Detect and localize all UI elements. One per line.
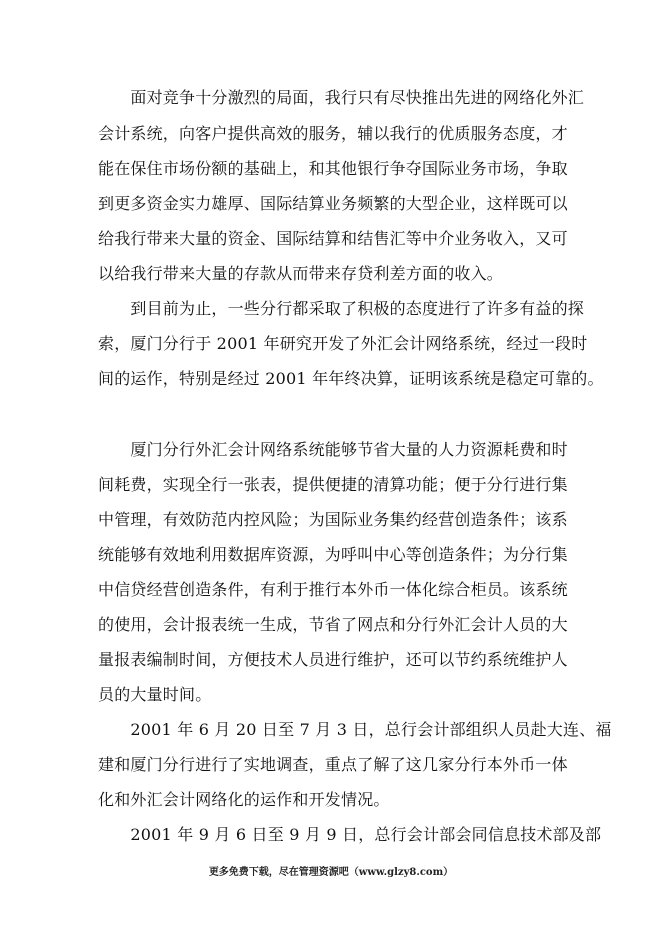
paragraph-2-line-3: 间的运作，特别是经过 2001 年年终决算，证明该系统是稳定可靠的。 bbox=[98, 369, 604, 388]
paragraph-2-line-1: 到目前为止，一些分行都采取了积极的态度进行了许多有益的探 bbox=[98, 299, 585, 318]
paragraph-1-line-1: 面对竞争十分激烈的局面，我行只有尽快推出先进的网络化外汇 bbox=[98, 88, 585, 107]
paragraph-3-line-3: 中管理，有效防范内控风险；为国际业务集约经营创造条件；该系 bbox=[98, 510, 568, 529]
paragraph-1-line-2: 会计系统，向客户提供高效的服务，辅以我行的优质服务态度，才 bbox=[98, 124, 568, 143]
paragraph-3-line-1: 厦门分行外汇会计网络系统能够节省大量的人力资源耗费和时 bbox=[98, 440, 568, 459]
page-footer: 更多免费下载，尽在管理资源吧（www.glzy8.com） bbox=[208, 867, 454, 878]
paragraph-3-line-2: 间耗费，实现全行一张表，提供便捷的清算功能；便于分行进行集 bbox=[98, 475, 568, 494]
paragraph-1-line-5: 给我行带来大量的资金、国际结算和结售汇等中介业务收入，又可 bbox=[98, 229, 568, 248]
paragraph-3-line-8: 员的大量时间。 bbox=[98, 685, 212, 704]
paragraph-3-line-7: 量报表编制时间，方便技术人员进行维护，还可以节约系统维护人 bbox=[98, 650, 568, 669]
paragraph-2-line-2: 索，厦门分行于 2001 年研究开发了外汇会计网络系统，经过一段时 bbox=[98, 334, 588, 353]
paragraph-1-line-6: 以给我行带来大量的存款从而带来存贷利差方面的收入。 bbox=[98, 264, 504, 283]
paragraph-4-line-3: 化和外汇会计网络化的运作和开发情况。 bbox=[98, 790, 390, 809]
paragraph-3-line-6: 的使用，会计报表统一生成，节省了网点和分行外汇会计人员的大 bbox=[98, 615, 568, 634]
paragraph-1-line-4: 到更多资金实力雄厚、国际结算业务频繁的大型企业，这样既可以 bbox=[98, 194, 568, 213]
paragraph-1-line-3: 能在保住市场份额的基础上，和其他银行争夺国际业务市场，争取 bbox=[98, 159, 568, 178]
paragraph-4-line-1: 2001 年 6 月 20 日至 7 月 3 日，总行会计部组织人员赴大连、福 bbox=[98, 720, 612, 739]
paragraph-4-line-2: 建和厦门分行进行了实地调查，重点了解了这几家分行本外币一体 bbox=[98, 755, 568, 774]
paragraph-3-line-5: 中信贷经营创造条件，有利于推行本外币一体化综合柜员。该系统 bbox=[98, 580, 568, 599]
paragraph-5-line-1: 2001 年 9 月 6 日至 9 月 9 日，总行会计部会同信息技术部及部 bbox=[98, 825, 602, 844]
paragraph-3-line-4: 统能够有效地利用数据库资源，为呼叫中心等创造条件；为分行集 bbox=[98, 545, 568, 564]
